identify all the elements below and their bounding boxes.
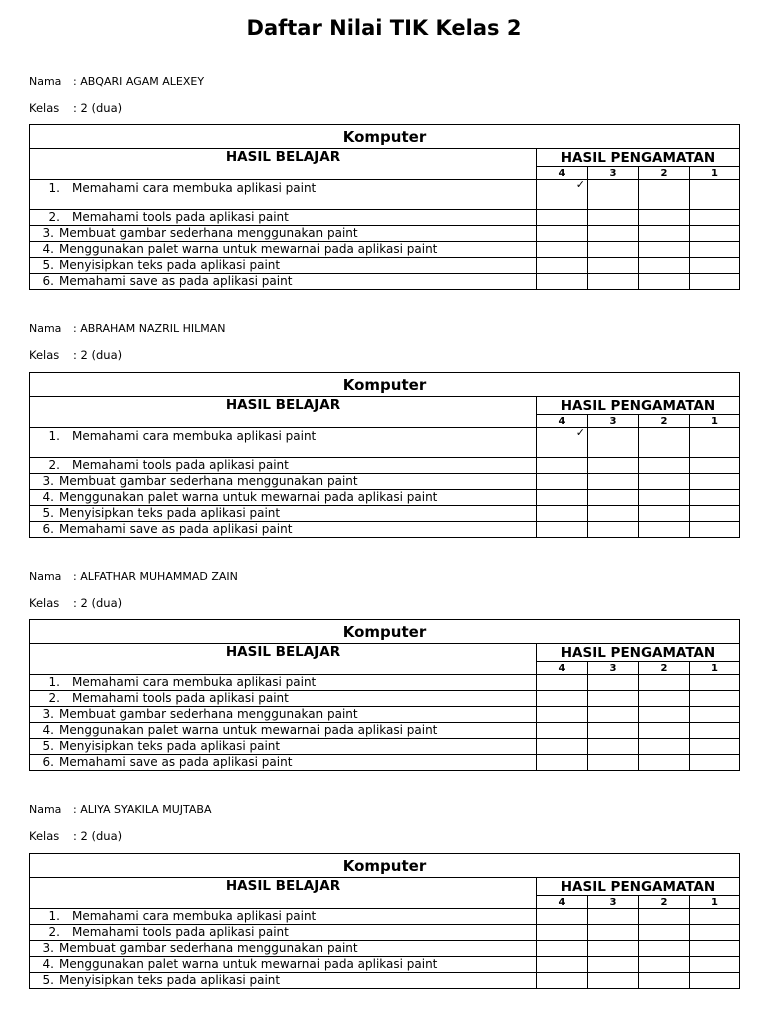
student-class: 2 (dua) bbox=[80, 101, 123, 115]
score-cell-1[interactable] bbox=[690, 490, 740, 506]
student-class: 2 (dua) bbox=[80, 829, 123, 843]
score-cell-3[interactable] bbox=[588, 506, 639, 522]
score-cell-2[interactable] bbox=[639, 909, 690, 925]
item-text: Menggunakan palet warna untuk mewarnai pada aplikasi paint bbox=[59, 723, 438, 737]
score-cell-2[interactable] bbox=[639, 258, 690, 274]
item-number: 2. bbox=[48, 925, 60, 939]
item-number: 3. bbox=[42, 474, 54, 488]
score-cell-1[interactable] bbox=[690, 691, 740, 707]
kelas-label: Kelas bbox=[29, 101, 60, 115]
item-number: 1. bbox=[48, 909, 60, 923]
grade-table bbox=[29, 124, 740, 290]
item-number: 6. bbox=[42, 274, 54, 288]
item-text: Memahami cara membuka aplikasi paint bbox=[72, 909, 317, 923]
learning-outcome bbox=[30, 506, 537, 522]
item-number: 5. bbox=[42, 973, 54, 987]
score-cell-3[interactable] bbox=[588, 723, 639, 739]
score-cell-1[interactable] bbox=[690, 755, 740, 771]
item-number: 4. bbox=[42, 723, 54, 737]
score-cell-1[interactable] bbox=[690, 522, 740, 538]
score-cell-4[interactable] bbox=[537, 242, 588, 258]
score-header-4: 4 bbox=[537, 167, 588, 180]
item-text: Menggunakan palet warna untuk mewarnai pada aplikasi paint bbox=[59, 242, 438, 256]
score-cell-3[interactable] bbox=[588, 474, 639, 490]
score-header-4: 4 bbox=[537, 415, 588, 428]
score-cell-3[interactable] bbox=[588, 925, 639, 941]
score-cell-4[interactable] bbox=[537, 458, 588, 474]
score-cell-3[interactable] bbox=[588, 675, 639, 691]
hasil-pengamatan-header: HASIL PENGAMATAN bbox=[537, 644, 740, 662]
score-cell-2[interactable] bbox=[639, 925, 690, 941]
table-row bbox=[30, 973, 740, 989]
table-row bbox=[30, 274, 740, 290]
score-cell-1[interactable] bbox=[690, 675, 740, 691]
table-row bbox=[30, 226, 740, 242]
score-cell-4[interactable] bbox=[537, 909, 588, 925]
score-cell-4[interactable] bbox=[537, 707, 588, 723]
item-text: Membuat gambar sederhana menggunakan paint bbox=[59, 941, 358, 955]
kelas-label: Kelas bbox=[29, 348, 60, 362]
hasil-belajar-header: HASIL BELAJAR bbox=[30, 149, 537, 180]
learning-outcome bbox=[30, 180, 537, 210]
nama-separator: : bbox=[73, 75, 77, 88]
learning-outcome bbox=[30, 428, 537, 458]
score-cell-4[interactable] bbox=[537, 925, 588, 941]
table-row bbox=[30, 675, 740, 691]
score-cell-2[interactable] bbox=[639, 428, 690, 458]
student-class: 2 (dua) bbox=[80, 348, 123, 362]
kelas-label: Kelas bbox=[29, 596, 60, 610]
score-cell-2[interactable] bbox=[639, 522, 690, 538]
score-cell-4[interactable] bbox=[537, 755, 588, 771]
hasil-pengamatan-header: HASIL PENGAMATAN bbox=[537, 397, 740, 415]
subject-title: Komputer bbox=[30, 125, 740, 149]
student-class: 2 (dua) bbox=[80, 596, 123, 610]
student-class-line bbox=[29, 596, 122, 610]
score-header-4: 4 bbox=[537, 662, 588, 675]
nama-separator: : bbox=[73, 803, 77, 816]
item-text: Memahami tools pada aplikasi paint bbox=[72, 210, 289, 224]
table-row bbox=[30, 474, 740, 490]
learning-outcome bbox=[30, 458, 537, 474]
item-text: Memahami tools pada aplikasi paint bbox=[72, 691, 289, 705]
table-row bbox=[30, 506, 740, 522]
nama-label: Nama bbox=[29, 803, 62, 816]
item-number: 5. bbox=[42, 739, 54, 753]
score-cell-2[interactable] bbox=[639, 723, 690, 739]
student-name: ABRAHAM NAZRIL HILMAN bbox=[80, 322, 226, 335]
score-cell-4[interactable] bbox=[537, 522, 588, 538]
hasil-pengamatan-header: HASIL PENGAMATAN bbox=[537, 149, 740, 167]
table-row bbox=[30, 691, 740, 707]
kelas-separator: : bbox=[73, 829, 77, 843]
page-title: Daftar Nilai TIK Kelas 2 bbox=[246, 16, 522, 40]
item-number: 5. bbox=[42, 506, 54, 520]
score-cell-3[interactable] bbox=[588, 458, 639, 474]
kelas-separator: : bbox=[73, 596, 77, 610]
student-name-line bbox=[29, 322, 226, 335]
item-text: Memahami save as pada aplikasi paint bbox=[59, 274, 293, 288]
score-cell-3[interactable] bbox=[588, 941, 639, 957]
score-cell-3[interactable] bbox=[588, 909, 639, 925]
learning-outcome bbox=[30, 739, 537, 755]
learning-outcome bbox=[30, 941, 537, 957]
score-cell-1[interactable] bbox=[690, 428, 740, 458]
score-header-3: 3 bbox=[588, 896, 639, 909]
score-cell-4[interactable] bbox=[537, 675, 588, 691]
student-name-line bbox=[29, 803, 211, 816]
item-text: Memahami tools pada aplikasi paint bbox=[72, 925, 289, 939]
subject-title: Komputer bbox=[30, 620, 740, 644]
score-cell-3[interactable] bbox=[588, 274, 639, 290]
table-row bbox=[30, 909, 740, 925]
subject-title: Komputer bbox=[30, 373, 740, 397]
score-cell-3[interactable] bbox=[588, 957, 639, 973]
hasil-belajar-header: HASIL BELAJAR bbox=[30, 878, 537, 909]
score-cell-4[interactable] bbox=[537, 258, 588, 274]
score-cell-3[interactable] bbox=[588, 180, 639, 210]
score-cell-2[interactable] bbox=[639, 274, 690, 290]
item-number: 4. bbox=[42, 242, 54, 256]
table-row bbox=[30, 739, 740, 755]
student-class-line bbox=[29, 101, 122, 115]
learning-outcome bbox=[30, 755, 537, 771]
learning-outcome bbox=[30, 242, 537, 258]
item-text: Memahami cara membuka aplikasi paint bbox=[72, 181, 317, 195]
score-cell-3[interactable] bbox=[588, 739, 639, 755]
table-row bbox=[30, 458, 740, 474]
learning-outcome bbox=[30, 973, 537, 989]
learning-outcome bbox=[30, 258, 537, 274]
learning-outcome bbox=[30, 474, 537, 490]
score-cell-4[interactable] bbox=[537, 210, 588, 226]
score-cell-1[interactable] bbox=[690, 925, 740, 941]
item-number: 6. bbox=[42, 755, 54, 769]
score-cell-1[interactable] bbox=[690, 506, 740, 522]
grade-table bbox=[29, 372, 740, 538]
learning-outcome bbox=[30, 909, 537, 925]
score-cell-2[interactable] bbox=[639, 490, 690, 506]
item-text: Membuat gambar sederhana menggunakan paint bbox=[59, 226, 358, 240]
learning-outcome bbox=[30, 957, 537, 973]
kelas-separator: : bbox=[73, 101, 77, 115]
score-cell-2[interactable] bbox=[639, 973, 690, 989]
nama-label: Nama bbox=[29, 322, 62, 335]
table-row bbox=[30, 258, 740, 274]
nama-label: Nama bbox=[29, 75, 62, 88]
item-text: Membuat gambar sederhana menggunakan paint bbox=[59, 474, 358, 488]
score-cell-4[interactable] bbox=[537, 226, 588, 242]
table-row bbox=[30, 755, 740, 771]
item-text: Menggunakan palet warna untuk mewarnai pada aplikasi paint bbox=[59, 490, 438, 504]
score-cell-1[interactable] bbox=[690, 973, 740, 989]
table-row bbox=[30, 428, 740, 458]
item-text: Menggunakan palet warna untuk mewarnai pada aplikasi paint bbox=[59, 957, 438, 971]
item-text: Memahami tools pada aplikasi paint bbox=[72, 458, 289, 472]
item-number: 1. bbox=[48, 181, 60, 195]
student-class-line bbox=[29, 348, 122, 362]
score-cell-4[interactable] bbox=[537, 723, 588, 739]
score-header-2: 2 bbox=[639, 415, 690, 428]
score-header-2: 2 bbox=[639, 896, 690, 909]
item-text: Menyisipkan teks pada aplikasi paint bbox=[59, 258, 281, 272]
score-cell-2[interactable] bbox=[639, 458, 690, 474]
score-cell-2[interactable] bbox=[639, 180, 690, 210]
table-row bbox=[30, 941, 740, 957]
score-cell-3[interactable] bbox=[588, 242, 639, 258]
score-cell-1[interactable] bbox=[690, 258, 740, 274]
score-cell-3[interactable] bbox=[588, 226, 639, 242]
table-row bbox=[30, 723, 740, 739]
learning-outcome bbox=[30, 925, 537, 941]
score-cell-1[interactable] bbox=[690, 180, 740, 210]
score-cell-2[interactable] bbox=[639, 707, 690, 723]
item-text: Memahami save as pada aplikasi paint bbox=[59, 755, 293, 769]
item-text: Menyisipkan teks pada aplikasi paint bbox=[59, 739, 281, 753]
score-header-3: 3 bbox=[588, 662, 639, 675]
nama-separator: : bbox=[73, 322, 77, 335]
score-cell-4[interactable] bbox=[537, 490, 588, 506]
score-cell-1[interactable] bbox=[690, 909, 740, 925]
score-cell-4[interactable] bbox=[537, 274, 588, 290]
score-cell-2[interactable] bbox=[639, 675, 690, 691]
student-name: ALFATHAR MUHAMMAD ZAIN bbox=[80, 570, 238, 583]
item-number: 3. bbox=[42, 941, 54, 955]
score-cell-3[interactable] bbox=[588, 428, 639, 458]
item-text: Memahami cara membuka aplikasi paint bbox=[72, 429, 317, 443]
score-cell-2[interactable] bbox=[639, 226, 690, 242]
score-cell-1[interactable] bbox=[690, 226, 740, 242]
item-number: 2. bbox=[48, 691, 60, 705]
item-text: Menyisipkan teks pada aplikasi paint bbox=[59, 506, 281, 520]
score-cell-2[interactable] bbox=[639, 739, 690, 755]
item-text: Menyisipkan teks pada aplikasi paint bbox=[59, 973, 281, 987]
learning-outcome bbox=[30, 226, 537, 242]
score-header-2: 2 bbox=[639, 167, 690, 180]
checkmark-icon: ✓ bbox=[575, 426, 585, 439]
score-cell-2[interactable] bbox=[639, 210, 690, 226]
student-name: ABQARI AGAM ALEXEY bbox=[80, 75, 205, 88]
score-cell-3[interactable] bbox=[588, 258, 639, 274]
score-cell-3[interactable] bbox=[588, 490, 639, 506]
score-cell-4[interactable] bbox=[537, 506, 588, 522]
score-cell-2[interactable] bbox=[639, 755, 690, 771]
score-header-1: 1 bbox=[690, 167, 740, 180]
kelas-label: Kelas bbox=[29, 829, 60, 843]
score-header-3: 3 bbox=[588, 415, 639, 428]
score-cell-4[interactable] bbox=[537, 180, 588, 210]
item-text: Membuat gambar sederhana menggunakan paint bbox=[59, 707, 358, 721]
score-header-4: 4 bbox=[537, 896, 588, 909]
score-cell-4[interactable] bbox=[537, 941, 588, 957]
hasil-pengamatan-header: HASIL PENGAMATAN bbox=[537, 878, 740, 896]
student-name-line bbox=[29, 75, 204, 88]
score-cell-4[interactable] bbox=[537, 474, 588, 490]
item-text: Memahami cara membuka aplikasi paint bbox=[72, 675, 317, 689]
score-cell-2[interactable] bbox=[639, 242, 690, 258]
nama-separator: : bbox=[73, 570, 77, 583]
table-row bbox=[30, 925, 740, 941]
score-cell-1[interactable] bbox=[690, 941, 740, 957]
subject-title: Komputer bbox=[30, 854, 740, 878]
score-header-1: 1 bbox=[690, 896, 740, 909]
score-cell-3[interactable] bbox=[588, 755, 639, 771]
item-text: Memahami save as pada aplikasi paint bbox=[59, 522, 293, 536]
score-cell-2[interactable] bbox=[639, 941, 690, 957]
learning-outcome bbox=[30, 691, 537, 707]
student-name-line bbox=[29, 570, 238, 583]
learning-outcome bbox=[30, 274, 537, 290]
nama-label: Nama bbox=[29, 570, 62, 583]
score-cell-1[interactable] bbox=[690, 242, 740, 258]
score-header-3: 3 bbox=[588, 167, 639, 180]
score-cell-1[interactable] bbox=[690, 739, 740, 755]
score-header-1: 1 bbox=[690, 662, 740, 675]
item-number: 1. bbox=[48, 429, 60, 443]
learning-outcome bbox=[30, 522, 537, 538]
score-cell-3[interactable] bbox=[588, 210, 639, 226]
score-cell-4[interactable] bbox=[537, 739, 588, 755]
score-cell-1[interactable] bbox=[690, 458, 740, 474]
score-header-2: 2 bbox=[639, 662, 690, 675]
learning-outcome bbox=[30, 490, 537, 506]
student-name: ALIYA SYAKILA MUJTABA bbox=[80, 803, 212, 816]
item-number: 1. bbox=[48, 675, 60, 689]
score-cell-2[interactable] bbox=[639, 691, 690, 707]
score-cell-1[interactable] bbox=[690, 957, 740, 973]
learning-outcome bbox=[30, 210, 537, 226]
learning-outcome bbox=[30, 675, 537, 691]
score-cell-4[interactable] bbox=[537, 691, 588, 707]
score-cell-1[interactable] bbox=[690, 274, 740, 290]
score-cell-3[interactable] bbox=[588, 522, 639, 538]
hasil-belajar-header: HASIL BELAJAR bbox=[30, 397, 537, 428]
table-row bbox=[30, 180, 740, 210]
grade-table bbox=[29, 853, 740, 989]
item-number: 6. bbox=[42, 522, 54, 536]
table-row bbox=[30, 707, 740, 723]
score-cell-2[interactable] bbox=[639, 474, 690, 490]
score-cell-1[interactable] bbox=[690, 210, 740, 226]
item-number: 3. bbox=[42, 226, 54, 240]
table-row bbox=[30, 490, 740, 506]
kelas-separator: : bbox=[73, 348, 77, 362]
score-cell-2[interactable] bbox=[639, 957, 690, 973]
score-cell-3[interactable] bbox=[588, 973, 639, 989]
score-cell-4[interactable] bbox=[537, 973, 588, 989]
grade-table bbox=[29, 619, 740, 771]
table-row bbox=[30, 522, 740, 538]
item-number: 4. bbox=[42, 490, 54, 504]
score-cell-1[interactable] bbox=[690, 723, 740, 739]
score-cell-1[interactable] bbox=[690, 707, 740, 723]
learning-outcome bbox=[30, 723, 537, 739]
item-number: 2. bbox=[48, 458, 60, 472]
score-cell-3[interactable] bbox=[588, 691, 639, 707]
student-class-line bbox=[29, 829, 122, 843]
table-row bbox=[30, 242, 740, 258]
score-header-1: 1 bbox=[690, 415, 740, 428]
score-cell-4[interactable] bbox=[537, 428, 588, 458]
checkmark-icon: ✓ bbox=[575, 178, 585, 191]
score-cell-4[interactable] bbox=[537, 957, 588, 973]
item-number: 5. bbox=[42, 258, 54, 272]
hasil-belajar-header: HASIL BELAJAR bbox=[30, 644, 537, 675]
score-cell-3[interactable] bbox=[588, 707, 639, 723]
table-row bbox=[30, 210, 740, 226]
table-row bbox=[30, 957, 740, 973]
score-cell-2[interactable] bbox=[639, 506, 690, 522]
item-number: 2. bbox=[48, 210, 60, 224]
score-cell-1[interactable] bbox=[690, 474, 740, 490]
item-number: 3. bbox=[42, 707, 54, 721]
learning-outcome bbox=[30, 707, 537, 723]
item-number: 4. bbox=[42, 957, 54, 971]
